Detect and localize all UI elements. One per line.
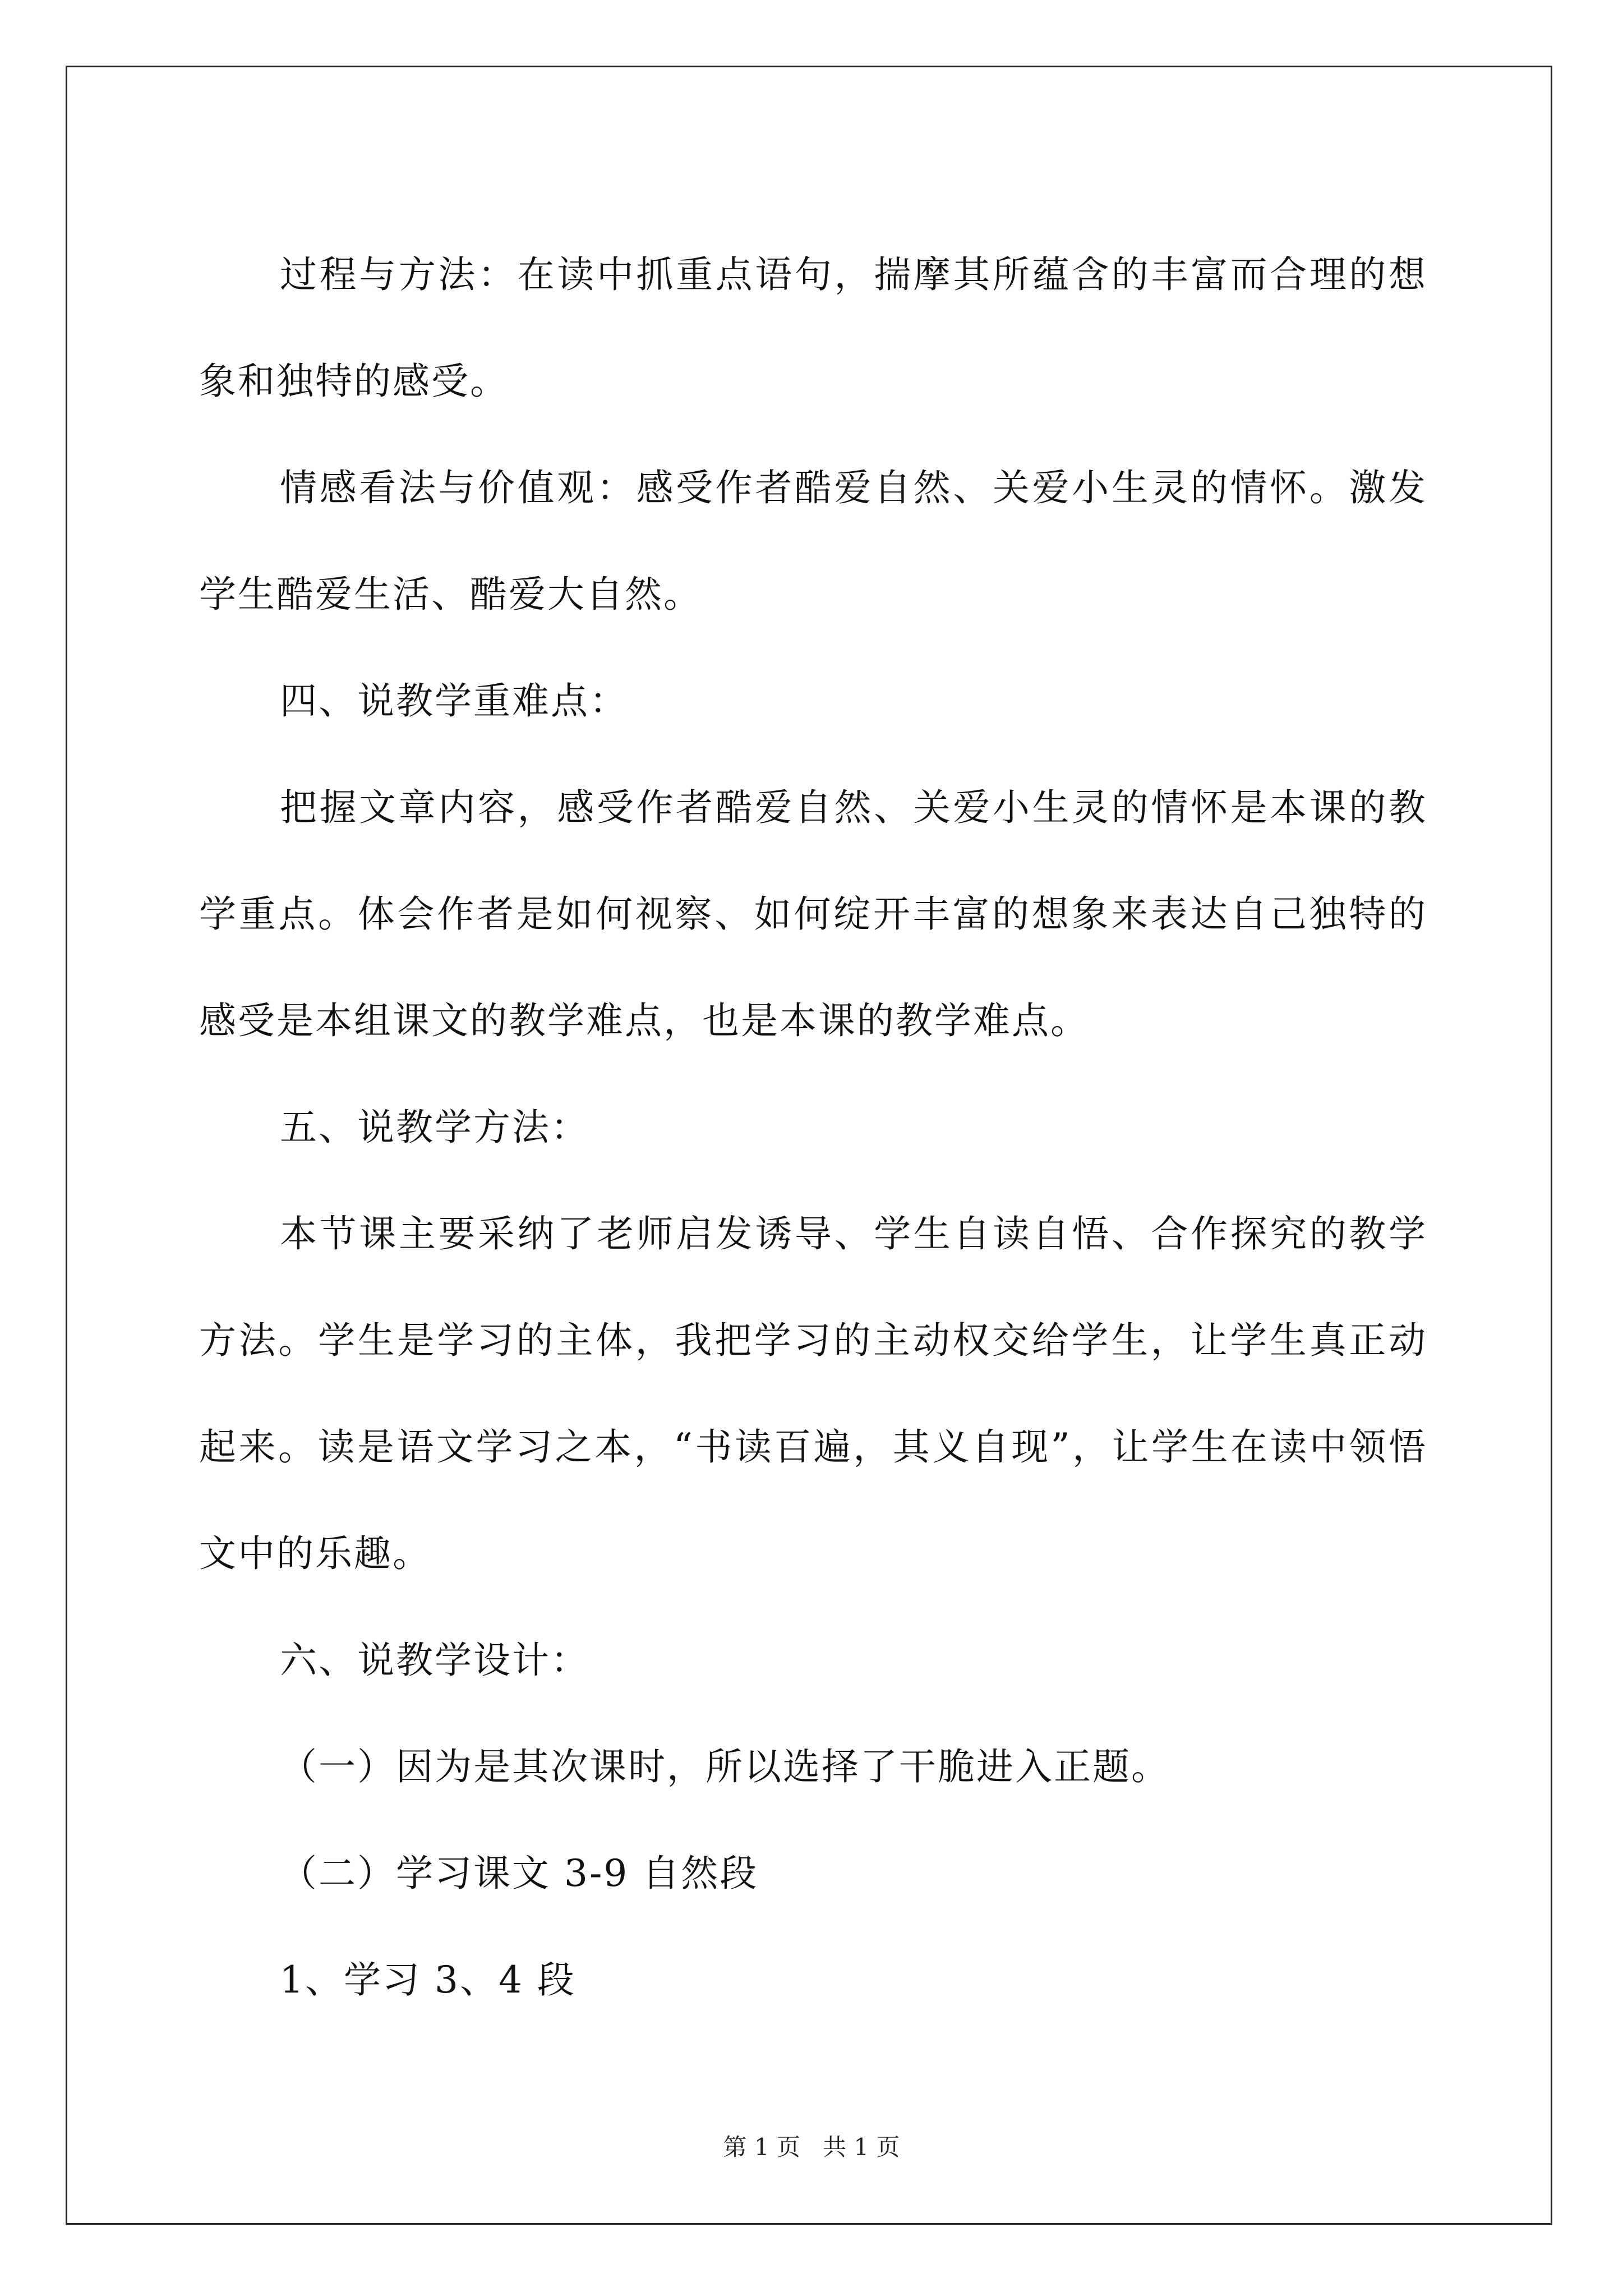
- paragraph-process-method: 过程与方法：在读中抓重点语句，揣摩其所蕴含的丰富而合理的想象和独特的感受。: [199, 253, 1427, 403]
- paragraph-key-difficult-points: 把握文章内容，感受作者酷爱自然、关爱小生灵的情怀是本课的教学重点。体会作者是如何视察、如何绽开丰富的想象来表达自己独特的感受是本组课文的教学难点，也是本课的教学难点。: [199, 786, 1427, 1042]
- paragraph-design-part-1: （一）因为是其次课时，所以选择了干脆进入正题。: [280, 1745, 1170, 1788]
- heading-teaching-design: 六、说教学设计：: [280, 1639, 589, 1682]
- document-body: [199, 222, 1427, 2033]
- paragraph-study-sections: 1、学习 3、4 段: [280, 1958, 576, 2001]
- heading-key-difficult-points: 四、说教学重难点：: [280, 679, 628, 723]
- paragraph-design-part-2: （二）学习课文 3-9 自然段: [280, 1852, 759, 1895]
- paragraph-teaching-methods: 本节课主要采纳了老师启发诱导、学生自读自悟、合作探究的教学方法。学生是学习的主体，我把学习的主动权交给学生，让学生真正动起来。读是语文学习之本，“书读百遍，其义自现”，让学生在读中领悟文中的乐趣。: [199, 1212, 1427, 1575]
- page-number-footer: 第 1 页 共 1 页: [723, 2133, 900, 2161]
- paragraph-emotion-values: 情感看法与价值观：感受作者酷爱自然、关爱小生灵的情怀。激发学生酷爱生活、酷爱大自然。: [199, 466, 1427, 616]
- heading-teaching-methods: 五、说教学方法：: [280, 1106, 589, 1149]
